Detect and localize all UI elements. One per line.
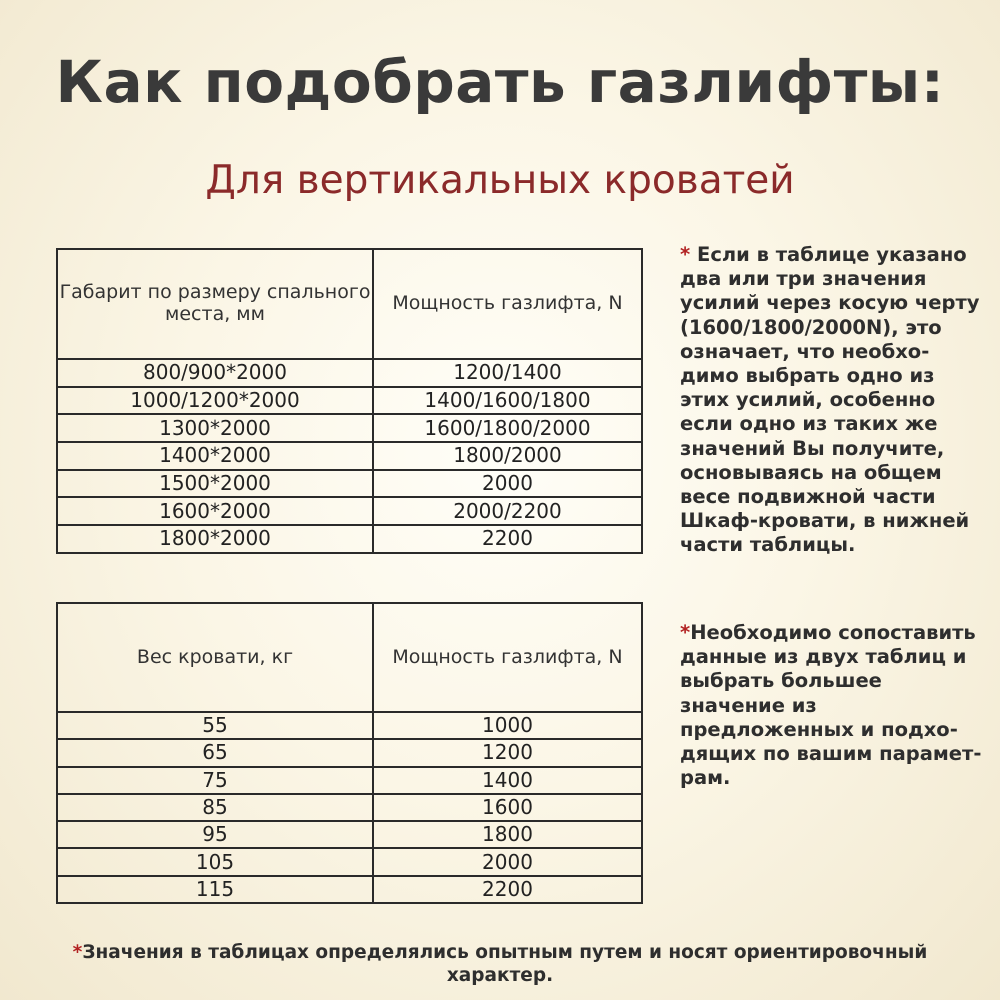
table-row [57, 876, 642, 903]
table-cell: 95 [57, 821, 373, 848]
table-cell: 65 [57, 739, 373, 766]
table-cell: 1800 [373, 821, 642, 848]
table-cell: 1600*2000 [57, 497, 373, 525]
table-cell: 1400 [373, 767, 642, 794]
column-header: Вес кровати, кг [57, 603, 373, 712]
table-cell: 2200 [373, 525, 642, 553]
column-header: Мощность газлифта, N [373, 249, 642, 359]
table-row [57, 821, 642, 848]
table-row [57, 848, 642, 875]
table-cell: 1800/2000 [373, 442, 642, 470]
table-row [57, 359, 642, 387]
asterisk-marker: * [72, 942, 83, 963]
table-cell: 55 [57, 712, 373, 739]
table-cell: 2000 [373, 848, 642, 875]
table-cell: 1400*2000 [57, 442, 373, 470]
table-cell: 2200 [373, 876, 642, 903]
table-row [57, 470, 642, 498]
column-header: Мощность газлифта, N [373, 603, 642, 712]
table-row [57, 497, 642, 525]
table-row [57, 414, 642, 442]
table-cell: 800/900*2000 [57, 359, 373, 387]
multiple-values-note [680, 243, 980, 558]
table-cell: 1400/1600/1800 [373, 387, 642, 415]
table-cell: 1300*2000 [57, 414, 373, 442]
table-header-row [57, 603, 642, 712]
table-row [57, 442, 642, 470]
column-header: Габарит по размеру спального места, мм [57, 249, 373, 359]
table-cell: 75 [57, 767, 373, 794]
table-cell: 1200 [373, 739, 642, 766]
bed-weight-table [56, 602, 643, 904]
table-cell: 115 [57, 876, 373, 903]
note-text: Если в таблице указано два или три значения усилий через косую черту (1600/1800/2000N), это означает, что необхо-димо выбрать одно из этих усилий, особенно если одно из таких же значений Вы получите, основываясь на общем весе подвижной части Шкаф-кровати, в нижней части таблицы. [680, 243, 980, 557]
table-cell: 1600 [373, 794, 642, 821]
table-cell: 1600/1800/2000 [373, 414, 642, 442]
table-row [57, 739, 642, 766]
table-cell: 2000/2200 [373, 497, 642, 525]
compare-tables-note [680, 621, 985, 790]
bed-size-table [56, 248, 643, 554]
table-row [57, 767, 642, 794]
table-row [57, 794, 642, 821]
table-header-row [57, 249, 642, 359]
page-subtitle: Для вертикальных кроватей [205, 158, 795, 203]
table-row [57, 387, 642, 415]
table-cell: 1200/1400 [373, 359, 642, 387]
asterisk-marker: * [680, 621, 691, 644]
table-cell: 2000 [373, 470, 642, 498]
table-cell: 1000/1200*2000 [57, 387, 373, 415]
table-cell: 85 [57, 794, 373, 821]
table-row [57, 525, 642, 553]
note-text: Необходимо сопоставить данные из двух таблиц и выбрать большее значение из предложенных и подхо-дящих по вашим парамет-рам. [680, 621, 982, 790]
table-cell: 105 [57, 848, 373, 875]
table-row [57, 712, 642, 739]
page-title: Как подобрать газлифты: [55, 48, 945, 116]
asterisk-marker: * [680, 243, 691, 266]
table-cell: 1800*2000 [57, 525, 373, 553]
table-cell: 1000 [373, 712, 642, 739]
footer-text: Значения в таблицах определялись опытным путем и носят ориентировочный характер. [82, 942, 928, 986]
footer-disclaimer [40, 941, 960, 987]
table-cell: 1500*2000 [57, 470, 373, 498]
